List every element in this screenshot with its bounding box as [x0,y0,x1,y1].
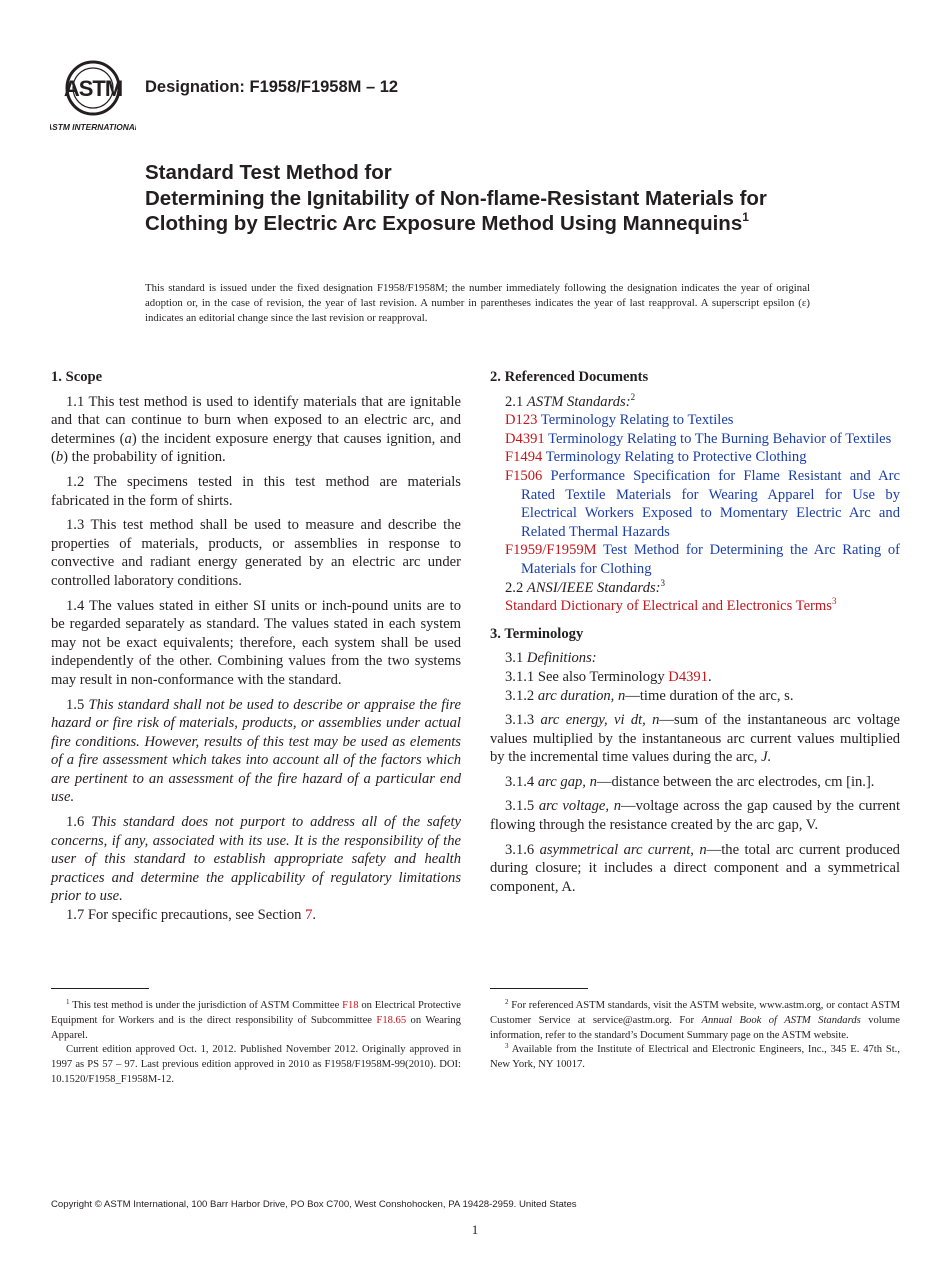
scope-1-3: 1.3 This test method shall be used to measure and describe the properties of materials, products, or assemblies in response to convective and radiant energy generated by an electric arc under controlled laboratory conditions. [51,517,461,589]
scope-1-2: 1.2 The specimens tested in this test method are materials fabricated in the form of shirts. [51,473,461,509]
astm-reference-list [490,411,900,578]
reference-item[interactable]: D123 Terminology Relating to Textiles [505,412,734,429]
logo-text: ASTM INTERNATIONAL [50,122,136,132]
right-column [490,368,900,902]
term-3-1-5: 3.1.5 arc voltage, n—voltage across the gap caused by the current flowing through the resistance created by the arc gap, V. [490,798,900,834]
title-line-1: Standard Test Method for [145,161,392,184]
footnote-1-edition: Current edition approved Oct. 1, 2012. Published November 2012. Originally approved in 1997 as PS 57 – 97. Last previous edition approved in 2010 as F1958/F1958M-99(2010). DOI: 10.1520/F1958_F1958M-12. [51,1044,461,1085]
ieee-standards-label: 2.2 ANSI/IEEE Standards:$^3$ [505,577,666,596]
scope-1-1: 1.1 This test method is used to identify materials that are ignitable and that can continue to burn when exposed to an electric arc, and determines (a) the incident exposure energy that causes ignition, and (b) the probability of ignition. [51,393,461,466]
scope-1-5: 1.5 This standard shall not be used to describe or appraise the fire hazard or fire risk of materials, products, or assemblies under actual fire conditions. However, results of this test may be used as elements of a fire assessment which takes into account all of the factors which are pertinent to an assessment of the fire hazard of a particular end use. [51,696,462,806]
document-title [145,160,845,237]
svg-text:ASTM: ASTM [63,76,123,101]
scope-1-7: 1.7 For specific precautions, see Section 7. [66,907,317,924]
footnote-1: $^1$ This test method is under the jurisdiction of ASTM Committee F18 on Electrical Protective Equipment for Workers and is the direct responsibility of Subcommittee F18.65 on Wearing Apparel. [51,998,461,1041]
definitions-label: 3.1 Definitions: [505,650,597,667]
standard-notice: This standard is issued under the fixed designation F1958/F1958M; the number immediately following the designation indicates the year of original adoption or, in the case of revision, the year of last revision. A number in parentheses indicates the year of last reapproval. A superscript epsilon (ε) indicates an editorial change since the last revision or reapproval. [145,282,810,324]
d4391-link[interactable]: D4391 [668,668,709,685]
section-heading-referenced-documents: 2. Referenced Documents [490,369,649,385]
footnote-rule-left [51,988,149,989]
designation: Designation: F1958/F1958M – 12 [145,78,399,96]
title-line-2: Determining the Ignitability of Non-flame-Resistant Materials for Clothing by Electric Arc Exposure Method Using Mannequins [145,186,767,235]
title-main [145,186,845,237]
term-3-1-4: 3.1.4 arc gap, n—distance between the arc electrodes, cm [in.]. [505,773,875,790]
term-3-1-2: 3.1.2 arc duration, n—time duration of the arc, s. [505,687,794,704]
footnotes-right [490,999,900,1073]
f18-link[interactable]: F18 [342,1000,359,1011]
reference-item[interactable]: F1959/F1959M Test Method for Determining the Arc Rating of Materials for Clothing [505,542,900,577]
footnote-2: $^2$ For referenced ASTM standards, visit the ASTM website, www.astm.org, or contact ASTM Customer Service at service@astm.org. For Annual Book of ASTM Standards volume information, refer to the standard’s Document Summary page on the ASTM website. [490,998,900,1041]
scope-1-6: 1.6 This standard does not purport to address all of the safety concerns, if any, associated with its use. It is the responsibility of the user of this standard to establish appropriate safety and health practices and determine the applicability of regulatory limitations prior to use. [51,814,461,905]
ieee-reference-item[interactable]: Standard Dictionary of Electrical and Electronics Terms$^3$ [505,596,837,615]
term-3-1-6: 3.1.6 asymmetrical arc current, n—the total arc current produced during closure; it includes a direct component and a symmetrical component, A. [490,841,900,895]
section-heading-terminology: 3. Terminology [490,625,584,642]
f18-65-link[interactable]: F18.65 [376,1014,407,1026]
astm-logo [50,58,136,134]
footnote-rule-right [490,988,588,989]
scope-1-4: 1.4 The values stated in either SI units or inch-pound units are to be regarded separately as standard. The values stated in each system may not be exact equivalents; therefore, each system shall be used independently of the other. Combining values from the two systems may result in non-conformance with the standard. [51,597,461,688]
reference-item[interactable]: F1506 Performance Specification for Flame Resistant and Arc Rated Textile Materials for Wearing Apparel for Use by Electrical Workers Exposed to Momentary Electric Arc and Related Thermal Hazards [505,467,900,540]
page-number: 1 [471,1222,479,1237]
astm-standards-label: 2.1 ASTM Standards:$^2$ [505,391,636,410]
reference-item[interactable]: D4391 Terminology Relating to The Burning Behavior of Textiles [505,430,892,447]
left-column [51,368,461,931]
astm-logo-graphic [50,58,136,134]
copyright-notice: Copyright © ASTM International, 100 Barr Harbor Drive, PO Box C700, West Conshohocken, PA 19428-2959. United States [51,1199,577,1210]
section-heading-scope: 1. Scope [51,369,103,385]
section-7-link[interactable]: 7 [305,907,313,924]
footnote-3: $^3$ Available from the Institute of Electrical and Electronic Engineers, Inc., 345 E. 47th St., New York, NY 10017. [490,1042,900,1071]
term-3-1-1: 3.1.1 See also Terminology D4391. [505,668,712,685]
footnotes-left [51,999,461,1088]
term-3-1-3: 3.1.3 arc energy, vi dt, n—sum of the instantaneous arc voltage values multiplied by the instantaneous arc current values multiplied by the incremental time values during the arc, J. [490,712,901,766]
reference-item[interactable]: F1494 Terminology Relating to Protective Clothing [505,449,807,466]
title-footnote-mark: 1 [742,210,749,224]
